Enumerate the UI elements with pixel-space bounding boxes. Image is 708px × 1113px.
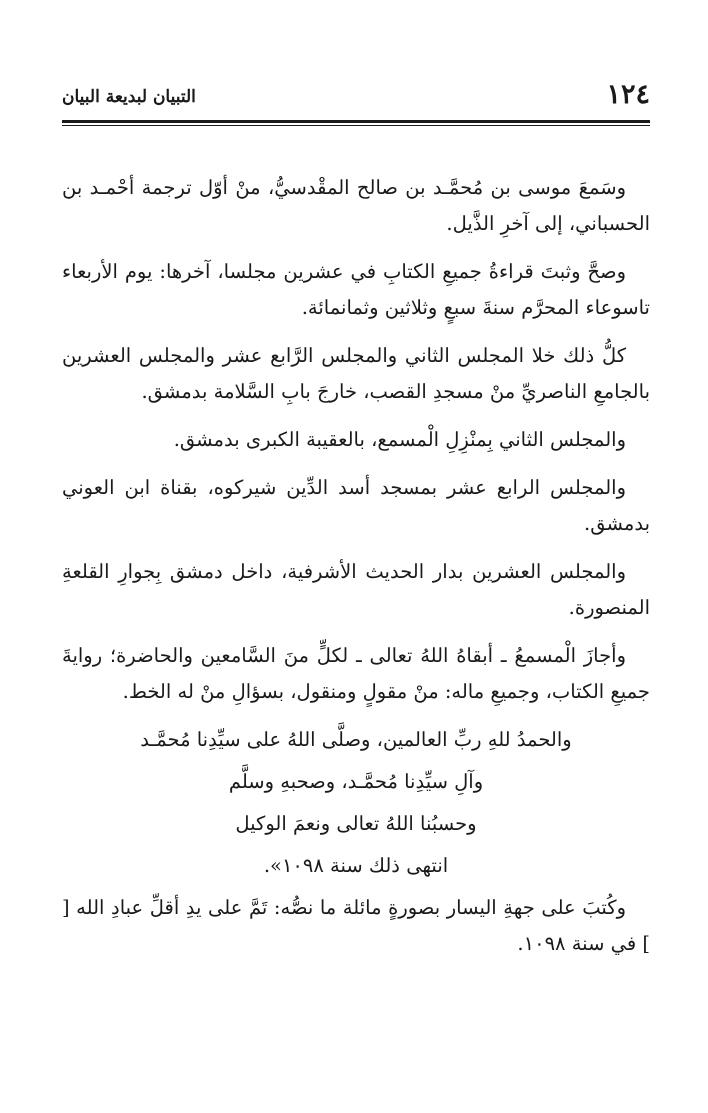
- closing-line-1: والحمدُ للهِ ربِّ العالمين، وصلَّى اللهُ على سيِّدِنا مُحمَّـد: [140, 728, 572, 751]
- paragraph-3: كلُّ ذلك خلا المجلس الثاني والمجلس الرَّابع عشر والمجلس العشرين بالجامعِ الناصريِّ منْ مسجدِ القصب، خارجَ بابِ السَّلامة بدمشق.: [62, 344, 650, 403]
- running-title: التبيان لبديعة البيان: [62, 87, 196, 107]
- closing-line-4: انتهى ذلك سنة ١٠٩٨».: [263, 854, 449, 877]
- closing-line-2: وآلِ سيِّدِنا مُحمَّـد، وصحبهِ وسلَّم: [228, 770, 484, 793]
- final-paragraph: وكُتبَ على جهةِ اليسار بصورةٍ مائلة ما نصُّه: تَمَّ على يدِ أقلِّ عبادِ الله [ ] في سنة ١٠٩٨.: [62, 896, 650, 955]
- paragraph-5: والمجلس الرابع عشر بمسجد أسد الدِّين شيركوه، بقناة ابن العوني بدمشق.: [62, 476, 650, 535]
- paragraph-7: وأجازَ الْمسمعُ ـ أبقاهُ اللهُ تعالى ـ لكلٍّ منَ السَّامعين والحاضرة؛ روايةَ جميعِ الكتاب، وجميعِ ماله: منْ مقولٍ ومنقول، بسؤالِ منْ له الخط.: [62, 644, 650, 703]
- header-rule-thin: [62, 125, 650, 126]
- page-header: [62, 78, 650, 118]
- paragraph-4: والمجلس الثاني بِمنْزِلِ الْمسمع، بالعقيبة الكبرى بدمشق.: [173, 428, 626, 451]
- paragraph-6: والمجلس العشرين بدار الحديث الأشرفية، داخل دمشق بِجوارِ القلعةِ المنصورة.: [62, 560, 650, 619]
- body-text: [62, 170, 650, 974]
- page-number: ١٢٤: [606, 79, 650, 110]
- header-rule-thick: [62, 120, 650, 123]
- closing-block: [62, 722, 650, 884]
- closing-line-3: وحسبُنا اللهُ تعالى ونعمَ الوكيل: [235, 812, 477, 835]
- paragraph-1: وسَمعَ موسى بن مُحمَّـد بن صالح المقْدسيُّ، منْ أوّل ترجمة أحْمـد بن الحسباني، إلى آخرِ الذَّيل.: [62, 176, 650, 235]
- paragraph-2: وصحَّ وثبتَ قراءةُ جميعِ الكتابِ في عشرين مجلسا، آخرها: يوم الأربعاء تاسوعاء المحرَّم سنةَ سبعٍ وثلاثين وثمانمائة.: [62, 260, 650, 319]
